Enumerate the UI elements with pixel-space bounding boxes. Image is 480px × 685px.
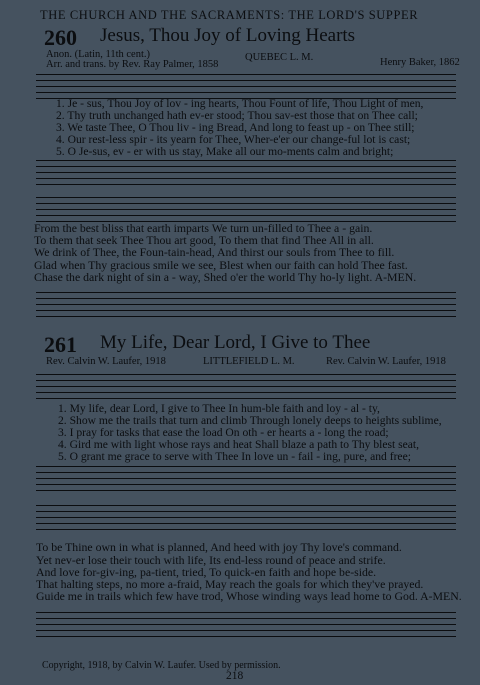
verse-3-cont: And love for-giv-ing, pa-tient, tried, To quick-en faith and hope be-side.: [36, 565, 377, 579]
verse-1-cont: To be Thine own in what is planned, And heed with joy Thy love's command.: [36, 540, 402, 554]
verse-4: 4. Gird me with light whose rays and heat Shall blaze a path to Thy blest seat,: [58, 438, 420, 451]
verse-2-cont: Yet nev-er lose their touch with life, Its end-less round of peace and strife.: [36, 553, 386, 567]
verse-4-cont: Glad when Thy gracious smile we see, Blest when our faith can hold Thee fast.: [34, 258, 408, 272]
verse-3-cont: We drink of Thee, the Foun-tain-head, And thirst our souls from Thee to fill.: [34, 245, 395, 259]
copyright-notice: Copyright, 1918, by Calvin W. Laufer. Used by permission.: [42, 660, 281, 671]
verse-2-cont: To them that seek Thee Thou art good, To them that find Thee All in all.: [34, 233, 374, 247]
bass-staff: [36, 160, 456, 186]
verse-5-cont: Guide me in trails which few have trod, Whose winding ways lead home to God. A-MEN.: [36, 589, 462, 603]
hymn-title: Jesus, Thou Joy of Loving Hearts: [100, 25, 356, 46]
verse-5-cont: Chase the dark night of sin a - way, Shed o'er the world Thy ho-ly light. A-MEN.: [34, 270, 417, 284]
hymn-author: Anon. (Latin, 11th cent.): [46, 49, 151, 60]
verse-1-cont: From the best bliss that earth imparts We turn un-filled to Thee a - gain.: [34, 221, 373, 235]
tune-name: LITTLEFIELD L. M.: [203, 356, 295, 367]
verse-3: 3. We taste Thee, O Thou liv - ing Bread, And long to feast up - on Thee still;: [56, 121, 415, 134]
verse-5: 5. O grant me grace to serve with Thee In love un - fail - ing, pure, and free;: [58, 450, 411, 463]
verse-1: 1. Je - sus, Thou Joy of lov - ing hearts, Thou Fount of life, Thou Light of men,: [56, 97, 424, 110]
page-number: 218: [226, 670, 244, 682]
verse-3: 3. I pray for tasks that ease the load On oth - er hearts a - long the road;: [58, 426, 389, 439]
verse-4: 4. Our rest-less spir - its yearn for Thee, Wher-e'er our change-ful lot is cast;: [56, 133, 411, 146]
tune-name: QUEBEC L. M.: [245, 52, 314, 63]
composer: Henry Baker, 1862: [380, 57, 460, 68]
verse-2: 2. Show me the trails that turn and climb Through lonely deeps to heights sublime,: [58, 414, 442, 427]
hymn-number: 261: [44, 332, 77, 357]
treble-staff: [36, 374, 456, 400]
bass-staff: [36, 466, 456, 492]
hymn-author: Rev. Calvin W. Laufer, 1918: [46, 356, 166, 367]
hymn-translator: Arr. and trans. by Rev. Ray Palmer, 1858: [46, 59, 219, 70]
composer: Rev. Calvin W. Laufer, 1918: [326, 356, 446, 367]
treble-staff: [36, 197, 456, 223]
bass-staff: [36, 292, 456, 318]
hymn-title: My Life, Dear Lord, I Give to Thee: [100, 332, 371, 353]
verse-5: 5. O Je-sus, ev - er with us stay, Make all our mo-ments calm and bright;: [56, 145, 394, 158]
verse-4-cont: That halting steps, no more a-fraid, May reach the goals for which they've prayed.: [36, 577, 424, 591]
bass-staff: [36, 612, 456, 638]
verse-1: 1. My life, dear Lord, I give to Thee In hum-ble faith and loy - al - ty,: [58, 402, 380, 415]
page-header: THE CHURCH AND THE SACRAMENTS: THE LORD'S SUPPER: [40, 8, 419, 22]
hymn-number: 260: [44, 25, 77, 50]
verse-2: 2. Thy truth unchanged hath ev-er stood; Thou sav-est those that on Thee call;: [56, 109, 418, 122]
treble-staff: [36, 505, 456, 531]
